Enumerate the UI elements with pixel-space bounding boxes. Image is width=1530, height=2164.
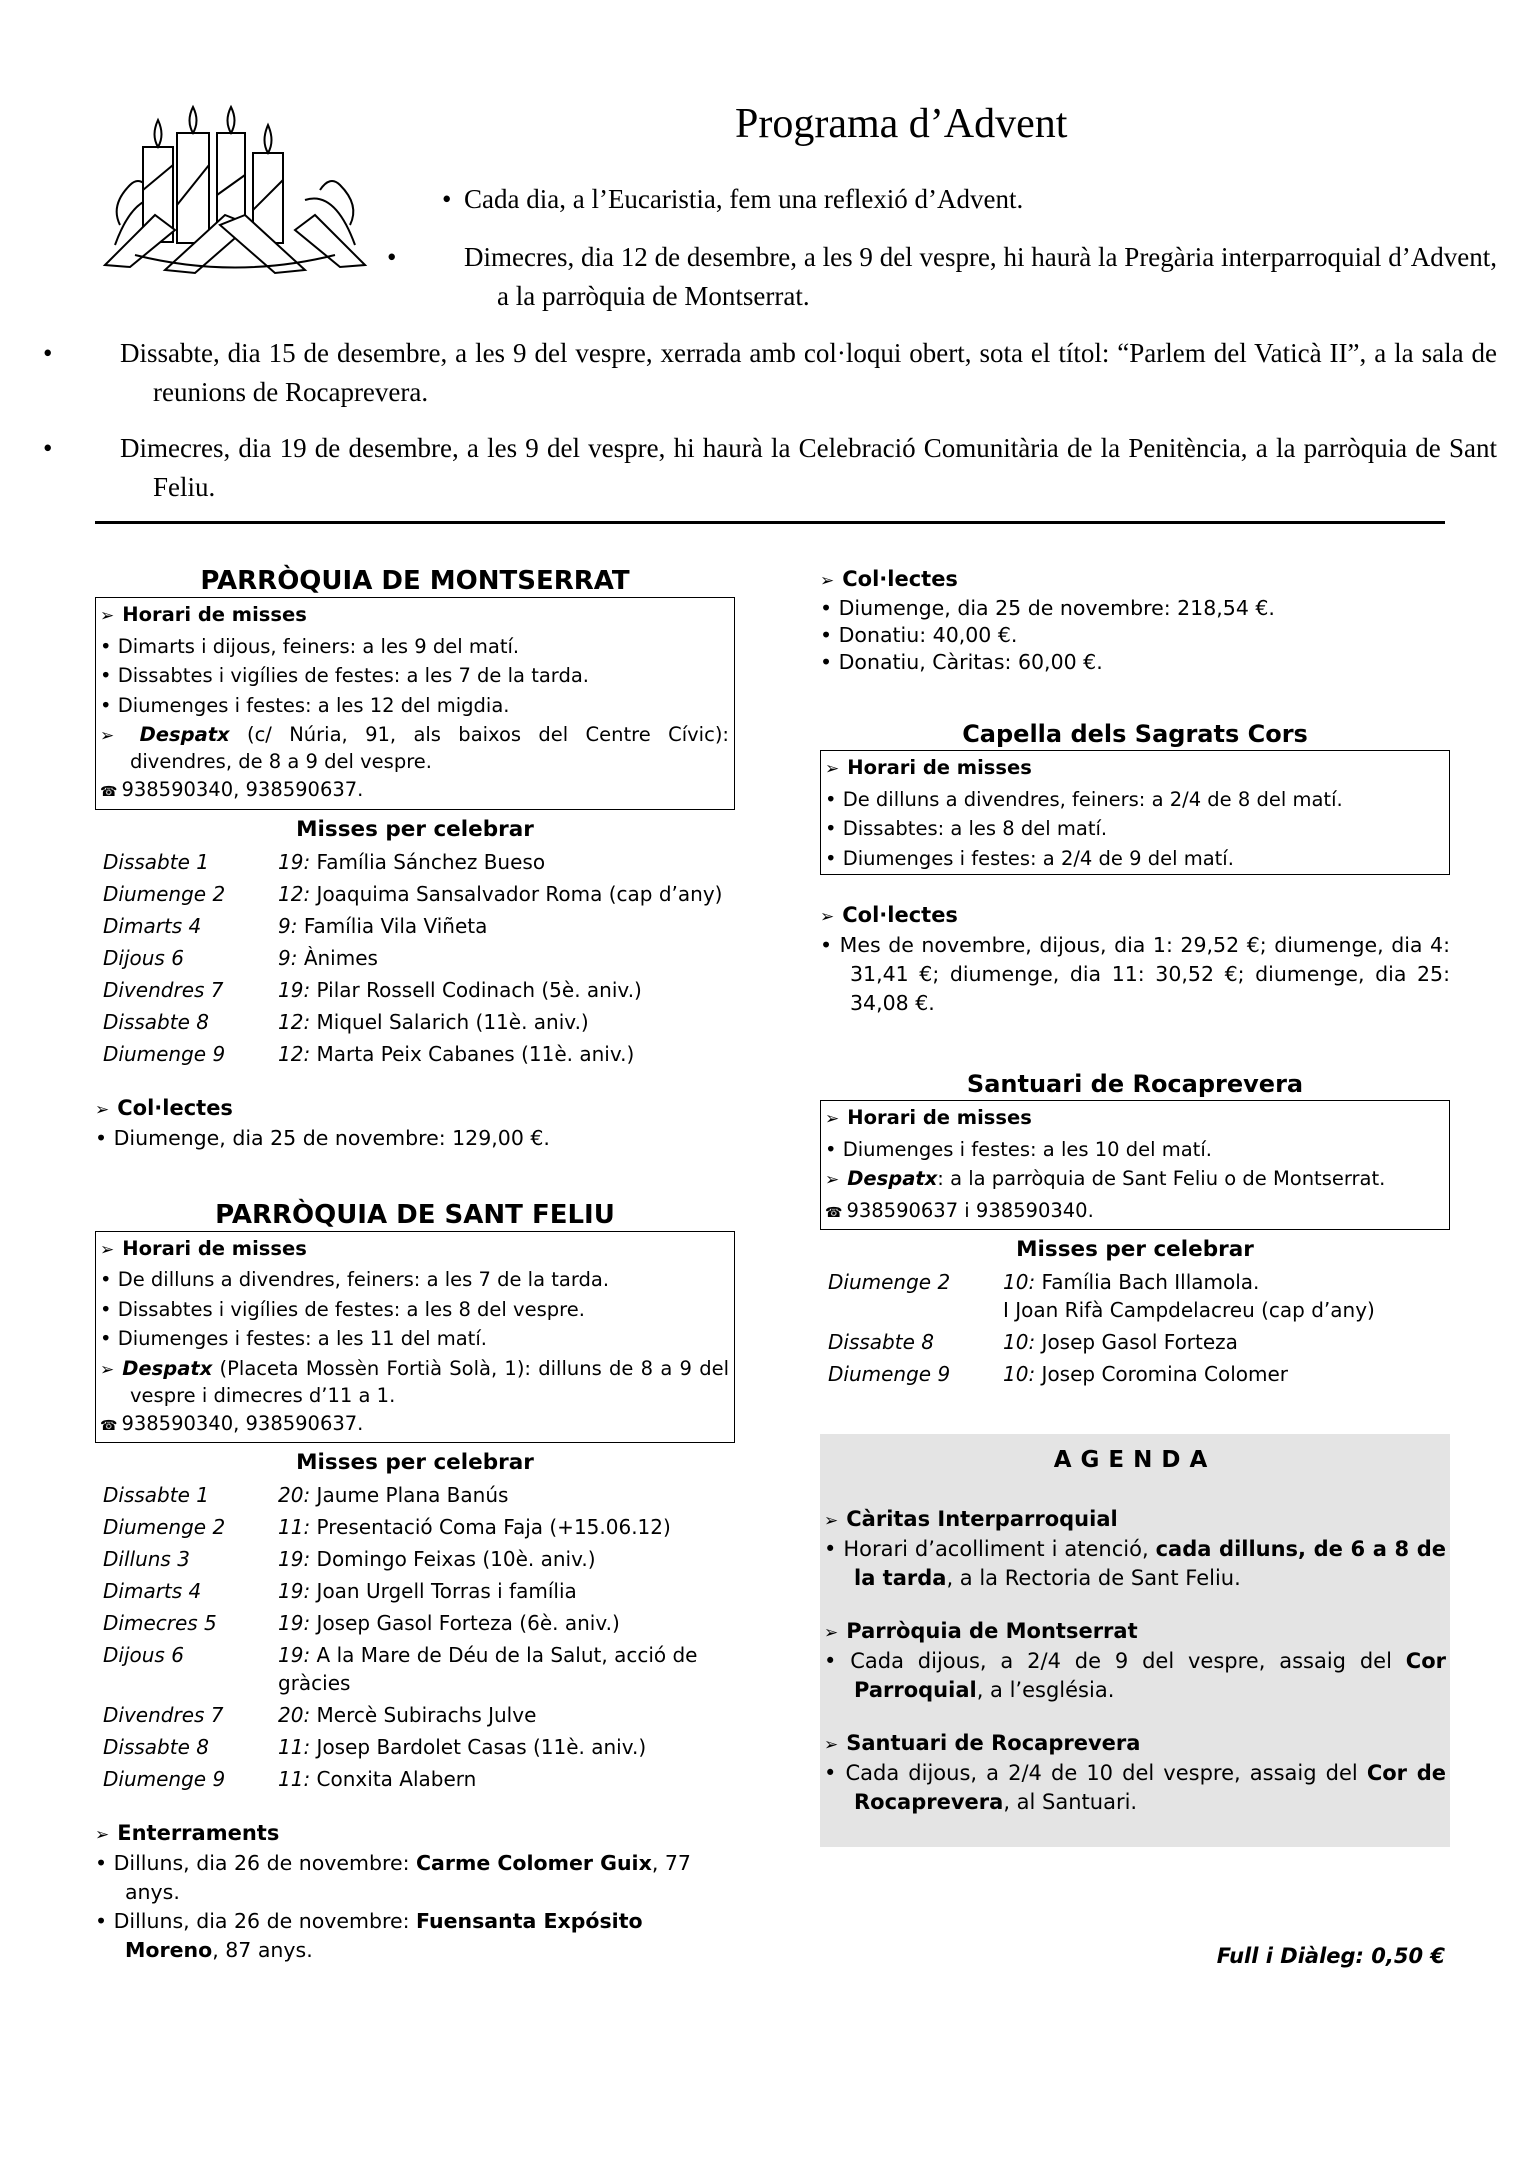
phone-icon: ☎ (100, 1417, 118, 1434)
table-row: Dijous 6 19: A la Mare de Déu de la Salut, acció de gràcies (103, 1643, 698, 1695)
schedule-item: • Diumenges i festes: a les 12 del migdia. (100, 693, 510, 717)
collection-item: • Donatiu: 40,00 €. (820, 623, 1018, 647)
schedule-item: • Dissabtes i vigílies de festes: a les 7 de la tarda. (100, 664, 589, 687)
burial-item: • Dilluns, dia 26 de novembre: Fuensanta Expósito Moreno, 87 anys. (95, 1909, 643, 1962)
advent-item: • Dimecres, dia 19 de desembre, a les 9 del vespre, hi haurà la Celebració Comunitària de la Penitència, a la parròquia de Sant Feliu. (98, 429, 1497, 507)
schedule-item: • Diumenges i festes: a 2/4 de 9 del matí. (825, 846, 1234, 870)
schedule-box-sant-feliu: ➢ Horari de misses • De dilluns a divendres, feiners: a les 7 de la tarda. • Dissabtes i vigílies de festes: a les 8 del vespre. • Diumenges i festes: a les 11 del matí. ➢ Despatx (Placeta Mossèn Fortià Solà, 1): dilluns de 8 a 9 del vespre i dimecres d’11 a 1. ☎ 938590340, 938590637. (95, 1231, 735, 1444)
collection-item: • Diumenge, dia 25 de novembre: 218,54 €. (820, 596, 1275, 620)
schedule-item: • Diumenges i festes: a les 11 del matí. (100, 1327, 487, 1350)
agenda-panel (820, 1434, 1450, 1847)
arrow-icon: ➢ (825, 759, 840, 779)
arrow-icon: ➢ (95, 1825, 110, 1845)
advent-item: • Cada dia, a l’Eucaristia, fem una reflexió d’Advent. (442, 180, 1442, 219)
arrow-icon: ➢ (95, 1099, 110, 1120)
table-row: Diumenge 9 11: Conxita Alabern (103, 1767, 477, 1791)
table-row: Dimarts 4 19: Joan Urgell Torras i família (103, 1579, 577, 1603)
bullet-icon: • (387, 242, 397, 272)
burial-item: • Dilluns, dia 26 de novembre: Carme Colomer Guix, 77 anys. (95, 1851, 691, 1904)
table-row: Dilluns 3 19: Domingo Feixas (10è. aniv.) (103, 1547, 596, 1571)
left-column (95, 565, 735, 1965)
table-row: Dissabte 8 10: Josep Gasol Forteza (828, 1330, 1238, 1354)
table-row: Dimecres 5 19: Josep Gasol Forteza (6è. aniv.) (103, 1611, 620, 1635)
schedule-item: • De dilluns a divendres, feiners: a les 7 de la tarda. (100, 1268, 610, 1291)
table-row: Diumenge 9 10: Josep Coromina Colomer (828, 1362, 1289, 1386)
arrow-icon: ➢ (824, 1623, 839, 1643)
agenda-item: • Horari d’acolliment i atenció, cada dilluns, de 6 a 8 de la tarda, a la Rectoria de Sant Feliu. (824, 1537, 1446, 1590)
bullet-icon: • (43, 433, 53, 463)
agenda-heading: ➢ Parròquia de Montserrat (824, 1619, 1138, 1643)
table-row: Divendres 7 19: Pilar Rossell Codinach (5è. aniv.) (103, 977, 642, 1002)
schedule-item: • Diumenges i festes: a les 10 del matí. (825, 1137, 1212, 1161)
bullet-icon: • (442, 184, 452, 214)
burials-heading: ➢ Enterraments (95, 1821, 280, 1845)
agenda-item: • Cada dijous, a 2/4 de 9 del vespre, assaig del Cor Parroquial, a l’església. (824, 1649, 1446, 1702)
masses-table-rocaprevera (828, 1266, 1448, 1390)
arrow-icon: ➢ (100, 1239, 115, 1260)
collection-item: • Diumenge, dia 25 de novembre: 129,00 €. (95, 1125, 550, 1150)
arrow-icon: ➢ (824, 1511, 839, 1531)
table-row: Dimarts 4 9: Família Vila Viñeta (103, 913, 488, 938)
bullet-icon: • (43, 338, 53, 368)
agenda-heading: ➢ Càritas Interparroquial (824, 1507, 1118, 1531)
schedule-item: • De dilluns a divendres, feiners: a 2/4 de 8 del matí. (825, 787, 1343, 811)
arrow-icon: ➢ (825, 1170, 840, 1190)
advent-wreath-illustration (95, 95, 375, 275)
table-row: Diumenge 2 12: Joaquima Sansalvador Roma (cap d’any) (103, 881, 723, 906)
schedule-item: • Dissabtes: a les 8 del matí. (825, 817, 1108, 840)
phone-numbers: ☎ 938590340, 938590637. (100, 1411, 364, 1435)
table-row: Dissabte 1 20: Jaume Plana Banús (103, 1483, 509, 1507)
masses-table-sant-feliu (103, 1479, 723, 1795)
section-title-montserrat: PARRÒQUIA DE MONTSERRAT (200, 566, 630, 596)
section-divider (95, 521, 1445, 524)
office-hours: ➢ Despatx (Placeta Mossèn Fortià Solà, 1): dilluns de 8 a 9 del vespre i dimecres d’11 a 1. (100, 1356, 729, 1407)
arrow-icon: ➢ (820, 907, 835, 927)
schedule-item: • Dimarts i dijous, feiners: a les 9 del matí. (100, 634, 520, 658)
table-row: Diumenge 2 11: Presentació Coma Faja (+15.06.12) (103, 1515, 671, 1539)
schedule-box-rocaprevera: ➢ Horari de misses • Diumenges i festes: a les 10 del matí. ➢ Despatx: a la parròquia de Sant Feliu o de Montserrat. ☎ 938590637 i 938590340. (820, 1100, 1450, 1230)
table-row: Dijous 6 9: Ànimes (103, 945, 378, 970)
table-row: Diumenge 9 12: Marta Peix Cabanes (11è. aniv.) (103, 1041, 635, 1066)
table-row: Dissabte 8 12: Miquel Salarich (11è. aniv.) (103, 1009, 589, 1034)
masses-title: Misses per celebrar (296, 1450, 534, 1475)
advent-item: • Dimecres, dia 12 de desembre, a les 9 del vespre, hi haurà la Pregària interparroquial d’Advent, a la parròquia de Montserrat. (442, 238, 1497, 316)
section-title-sagrats-cors: Capella dels Sagrats Cors (962, 720, 1308, 748)
agenda-item: • Cada dijous, a 2/4 de 10 del vespre, assaig del Cor de Rocaprevera, al Santuari. (824, 1761, 1447, 1814)
page-title: Programa d’Advent (735, 101, 1068, 147)
price-label: Full i Diàleg: 0,50 € (1216, 1944, 1445, 1968)
collection-item: • Donatiu, Càritas: 60,00 €. (820, 650, 1103, 674)
arrow-icon: ➢ (100, 1359, 115, 1380)
phone-numbers: ☎ 938590340, 938590637. (100, 778, 364, 801)
schedule-box-montserrat: ➢ Horari de misses • Dimarts i dijous, feiners: a les 9 del matí. • Dissabtes i vigílies de festes: a les 7 de la tarda. • Diumenges i festes: a les 12 del migdia. ➢ Despatx (c/ Núria, 91, als baixos del Centre Cívic): divendres, de 8 a 9 del vespre. ☎ 938590340, 938590637. (95, 597, 735, 810)
phone-icon: ☎ (100, 784, 118, 800)
office-hours: ➢ Despatx (c/ Núria, 91, als baixos del Centre Cívic): divendres, de 8 a 9 del vespre. (100, 723, 729, 773)
arrow-icon: ➢ (825, 1109, 840, 1129)
arrow-icon: ➢ (100, 726, 115, 746)
section-title-sant-feliu: PARRÒQUIA DE SANT FELIU (215, 1199, 615, 1230)
schedule-box-sagrats-cors: ➢ Horari de misses • De dilluns a divendres, feiners: a 2/4 de 8 del matí. • Dissabtes: a les 8 del matí. • Diumenges i festes: a 2/4 de 9 del matí. (820, 750, 1450, 875)
right-column (820, 565, 1450, 1847)
arrow-icon: ➢ (100, 606, 115, 626)
phone-icon: ☎ (825, 1204, 843, 1221)
arrow-icon: ➢ (820, 571, 835, 591)
advent-item: • Dissabte, dia 15 de desembre, a les 9 del vespre, xerrada amb col·loqui obert, sota el títol: “Parlem del Vaticà II”, a la sala de reunions de Rocaprevera. (98, 334, 1497, 412)
table-row: Diumenge 2 10: Família Bach Illamola. I Joan Rifà Campdelacreu (cap d’any) (828, 1270, 1375, 1322)
masses-title: Misses per celebrar (296, 816, 534, 842)
collection-item: • Mes de novembre, dijous, dia 1: 29,52 €; diumenge, dia 4: 31,41 €; diumenge, dia 11: 30,52 €; diumenge, dia 25: 34,08 €. (820, 933, 1450, 1015)
collections-heading: ➢ Col·lectes (820, 567, 958, 591)
collections-heading: ➢ Col·lectes (820, 903, 958, 927)
arrow-icon: ➢ (824, 1735, 839, 1755)
section-title-rocaprevera: Santuari de Rocaprevera (966, 1070, 1304, 1098)
agenda-title: AGENDA (1053, 1447, 1217, 1473)
agenda-heading: ➢ Santuari de Rocaprevera (824, 1731, 1141, 1755)
phone-numbers: ☎ 938590637 i 938590340. (825, 1198, 1094, 1222)
collections-heading: ➢ Col·lectes (95, 1095, 233, 1120)
office-hours: ➢ Despatx: a la parròquia de Sant Feliu o de Montserrat. (825, 1167, 1386, 1190)
masses-title: Misses per celebrar (1016, 1237, 1254, 1262)
table-row: Divendres 7 20: Mercè Subirachs Julve (103, 1703, 537, 1727)
masses-table-montserrat (103, 846, 723, 1070)
schedule-item: • Dissabtes i vigílies de festes: a les 8 del vespre. (100, 1297, 585, 1321)
table-row: Dissabte 1 19: Família Sánchez Bueso (103, 849, 546, 874)
table-row: Dissabte 8 11: Josep Bardolet Casas (11è. aniv.) (103, 1735, 647, 1759)
